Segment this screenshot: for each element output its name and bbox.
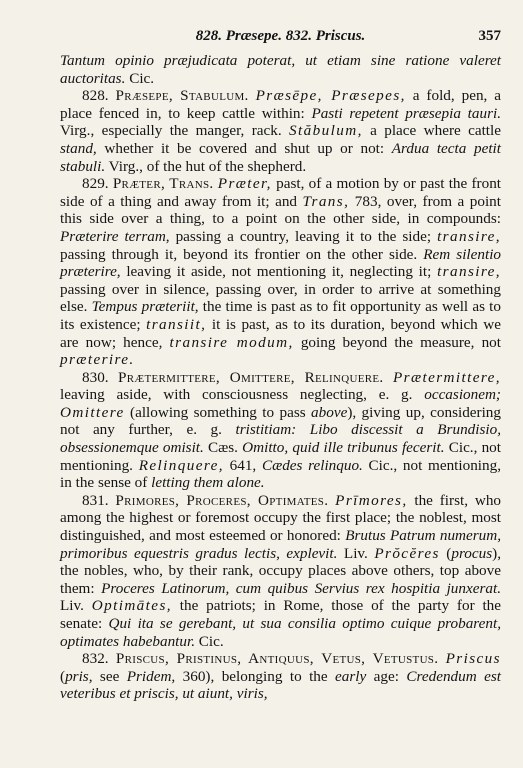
latin-term: Præter, (217, 175, 272, 193)
latin-term: Prīmores, (335, 491, 408, 509)
text-run: 828. (82, 87, 116, 105)
running-header (60, 14, 501, 44)
latin-term: procus (451, 544, 493, 562)
latin-term: Pasti repetent præsepia tauri. (311, 104, 501, 122)
page-number: 357 (478, 28, 501, 44)
latin-term: Relinquere, (138, 456, 224, 474)
entry-heading: Prætermittere, Omittere, Relinquere. (118, 368, 384, 386)
latin-term: Qui ita se gerebant, ut sua consilia optimo cuique probarent, optimates habebantur. (60, 615, 502, 650)
latin-term: Brutus Patrum numerum, primoribus equestris gradus lectis, explevit. (60, 527, 502, 562)
text-run: going beyond the measure, not (293, 333, 501, 351)
text-run: (allowing something to pass (124, 403, 312, 421)
latin-term: Præterire terram, (60, 227, 170, 245)
latin-term: Pridem, (126, 667, 176, 685)
text-run: ), the nobles, who, by their rank, occupy places above others, top above them: (60, 544, 501, 597)
text-run: Virg., especially the manger, rack. (60, 122, 289, 140)
entry-heading: Præter, Trans. (112, 175, 214, 193)
text-run: a place where cattle (362, 122, 501, 140)
latin-term: Omitto, quid ille tribunus fecerit. (242, 439, 445, 457)
text-run: 360), belonging to the (175, 667, 336, 685)
latin-term: transire modum, (169, 333, 294, 351)
latin-term: pris, (65, 667, 93, 685)
latin-term: Rem silentio præterire, (60, 245, 502, 281)
paragraph-p828 (60, 87, 501, 175)
paragraph-p830 (60, 369, 501, 492)
text-run: ( (60, 667, 66, 685)
entry-heading: Præsepe, Stabulum. (115, 87, 249, 105)
latin-term: Ardua tecta petit stabuli. (60, 139, 501, 175)
latin-term: Tantum opinio præjudicata poterat, ut etiam sine ratione valeret auctoritas. (60, 52, 501, 87)
paragraph-p829 (60, 175, 501, 369)
latin-term: Credendum est veteribus et priscis, ut aiunt, viris, (60, 667, 501, 703)
text-run: 641, (223, 456, 262, 474)
body-text (60, 52, 501, 703)
text-run: Liv. (60, 597, 92, 615)
text-run: 829. (82, 175, 113, 193)
text-run: Cæs. (203, 439, 243, 457)
text-run (249, 87, 256, 104)
latin-term: Tempus præteriit, (91, 298, 199, 316)
latin-term: Stăbulum, (289, 122, 363, 140)
text-run (438, 650, 445, 667)
text-run: the patriots; in Rome, those of the party for the senate: (60, 597, 501, 632)
latin-term: Optimātes, (91, 597, 172, 615)
latin-term: Cædes relinquo. (261, 456, 363, 474)
text-run: leaving it aside, not mentioning it, neglecting it; (120, 263, 438, 281)
latin-term: transire, (437, 227, 501, 245)
latin-term: transiit, (146, 315, 207, 333)
text-run: see (92, 667, 127, 685)
latin-term: above (311, 403, 348, 421)
text-run: the time is past as to fit opportunity as well as to its existence; (60, 298, 501, 333)
latin-term: præterire. (60, 351, 135, 369)
text-run: 783, over, from a point this side over a thing, to a point on the other side, in compounds: (60, 192, 501, 228)
text-run: age: (366, 667, 407, 685)
entry-heading: Primores, Proceres, Optimates. (115, 491, 329, 509)
text-run: 831. (82, 491, 116, 509)
text-run: ), giving up, considering not any further, e. g. (60, 403, 501, 439)
text-run: whether it be covered and shut up or not: (96, 139, 392, 157)
text-run: 830. (82, 368, 119, 386)
paragraph-p831 (60, 492, 501, 650)
latin-term: occasionem; (424, 386, 501, 404)
text-run: a fold, pen, a place fenced in, to keep cattle within: (60, 87, 502, 122)
latin-term: letting them alone. (151, 474, 265, 492)
text-run: Cic. (195, 632, 224, 650)
text-run: 832. (82, 650, 116, 668)
text-run: ( (439, 544, 452, 562)
latin-term: Prŏcĕres (374, 544, 440, 562)
text-run: passing over in silence, passing over, in order to arrive at something else. (60, 280, 501, 316)
paragraph-p0 (60, 52, 501, 87)
running-title: 828. Præsepe. 832. Priscus. (195, 28, 366, 44)
text-run: Cic., not mentioning, in the sense of (60, 456, 502, 492)
text-run: Cic., not mentioning. (60, 439, 501, 474)
text-run: it is past, as to its duration, beyond which we are now; hence, (60, 315, 501, 351)
text-run: the first, who among the highest or foremost occupy the first place; the noblest, most distinguished, and most esteemed or honored: (60, 491, 502, 545)
latin-term: transire, (437, 263, 501, 281)
latin-term: Omittere (60, 403, 125, 421)
latin-term: Priscus (445, 650, 501, 668)
paragraph-p832 (60, 650, 501, 703)
latin-term: Trans, (302, 192, 350, 210)
latin-term: tristitiam: Libo discessit a Brundisio, obsessionemque omisit. (60, 421, 501, 457)
text-run: past, of a motion by or past the front side of a thing and away from it; and (60, 175, 502, 210)
latin-term: Proceres Latinorum, cum quibus Servius rex hospitia junxerat. (101, 579, 501, 597)
text-run (384, 369, 393, 386)
latin-term: Prætermittere, (392, 368, 502, 386)
entry-heading: Priscus, Pristinus, Antiquus, Vetus, Vetustus. (115, 650, 439, 668)
text-run: passing through it, beyond its frontier on the other side. (60, 245, 424, 263)
text-run: Virg., of the hut of the shepherd. (105, 157, 307, 175)
text-run: passing a country, leaving it to the side; (169, 227, 438, 245)
text-run: leaving aside, with consciousness neglecting, e. g. (60, 386, 425, 404)
text-run: Cic. (125, 69, 155, 87)
latin-term: early (335, 667, 367, 685)
latin-term: stand, (60, 139, 97, 157)
text-run: Liv. (337, 544, 375, 562)
latin-term: Præsēpe, Præsepes, (255, 87, 406, 105)
